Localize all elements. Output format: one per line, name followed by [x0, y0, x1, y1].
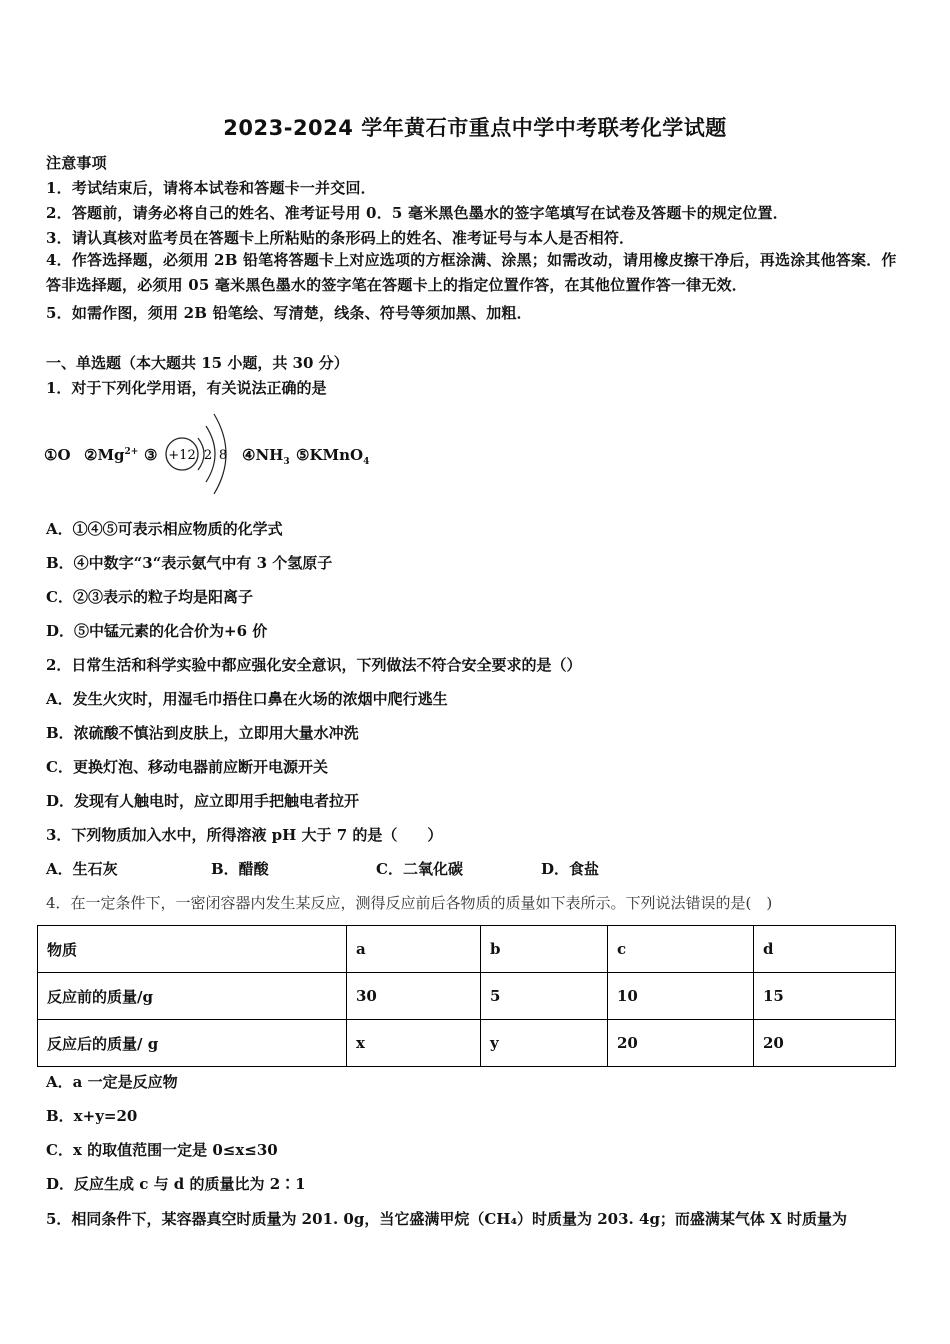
section-heading: 一、单选题（本大题共 15 小题，共 30 分） [46, 354, 349, 372]
chemical-formula-group [44, 410, 464, 500]
question-5-stem: 5．相同条件下，某容器真空时质量为 201. 0g，当它盛满甲烷（CH₄）时质量为 203. 4g；而盛满某气体 X 时质量为 [46, 1210, 848, 1228]
question-1-stem: 1．对于下列化学用语，有关说法正确的是 [46, 379, 327, 397]
formula-magnesium-ion: $②Mg^{2+}$ [84, 446, 139, 464]
q2-option-b: B．浓硫酸不慎沾到皮肤上，立即用大量水冲洗 [46, 724, 359, 742]
q4-option-d: D．反应生成 c 与 d 的质量比为 2∶1 [46, 1175, 306, 1193]
notice-item: 2．答题前，请务必将自己的姓名、准考证号用 0．5 毫米黑色墨水的签字笔填写在试卷及答题卡的规定位置． [46, 204, 788, 222]
table-cell: 15 [754, 973, 896, 1020]
q2-option-c: C．更换灯泡、移动电器前应断开电源开关 [46, 758, 328, 776]
q2-option-d: D．发现有人触电时，应立即用手把触电者拉开 [46, 792, 360, 810]
q3-option-a: A．生石灰 [46, 860, 118, 878]
shell-1-electrons: 2 [203, 448, 213, 463]
q2-option-a: A．发生火灾时，用湿毛巾捂住口鼻在火场的浓烟中爬行逃生 [46, 690, 448, 708]
table-row [38, 1020, 896, 1067]
page-title: 2023-2024 学年黄石市重点中学中考联考化学试题 [223, 116, 727, 140]
q4-option-c: C．x 的取值范围一定是 0≤x≤30 [46, 1141, 278, 1159]
table-cell: 20 [608, 1020, 754, 1067]
q4-option-b: B．x+y=20 [46, 1107, 138, 1125]
table-row [38, 973, 896, 1020]
notice-item: 3．请认真核对监考员在答题卡上所粘贴的条形码上的姓名、准考证号与本人是否相符． [46, 229, 635, 247]
formula-potassium-permanganate: ⑤KMnO$_4$ [296, 446, 370, 467]
q3-option-b: B．醋酸 [211, 860, 269, 878]
table-cell: 5 [481, 973, 608, 1020]
q3-option-c: C．二氧化碳 [376, 860, 463, 878]
table-cell: 反应前的质量/g [38, 973, 347, 1020]
notice-item: 4．作答选择题，必须用 2B 铅笔将答题卡上对应选项的方框涂满、涂黑；如需改动，请用橡皮擦干净后，再选涂其他答案．作答非选择题，必须用 05 毫米黑色墨水的签字笔在答题卡上的指定位置作答，在其他位置作答一律无效． [46, 251, 897, 294]
formula-ammonia: $④NH_3$ [242, 446, 290, 467]
atomic-structure-diagram [160, 410, 240, 500]
notice-item: 1．考试结束后，请将本试卷和答题卡一并交回． [46, 179, 376, 197]
nucleus-charge: +12 [168, 448, 196, 463]
q4-option-a: A．a 一定是反应物 [46, 1073, 178, 1091]
q1-option-c: C．②③表示的粒子均是阳离子 [46, 588, 253, 606]
q3-option-d: D．食盐 [541, 860, 600, 878]
question-4-stem: 4．在一定条件下，一密闭容器内发生某反应，测得反应前后各物质的质量如下表所示。下列说法错误的是( ) [46, 894, 773, 912]
table-cell: x [347, 1020, 481, 1067]
table-cell: d [754, 926, 896, 973]
notice-item: 5．如需作图，须用 2B 铅笔绘、写清楚，线条、符号等须加黑、加粗． [46, 304, 532, 322]
question-3-stem: 3．下列物质加入水中，所得溶液 pH 大于 7 的是（ ） [46, 826, 443, 844]
question-2-stem: 2．日常生活和科学实验中都应强化安全意识，下列做法不符合安全要求的是（） [46, 656, 582, 674]
table-cell: 20 [754, 1020, 896, 1067]
table-cell: c [608, 926, 754, 973]
q1-option-a: A．①④⑤可表示相应物质的化学式 [46, 520, 283, 538]
table-cell: y [481, 1020, 608, 1067]
table-cell: 10 [608, 973, 754, 1020]
formula-atom-label: ③ [144, 446, 158, 464]
formula-oxygen: ①O [44, 446, 71, 464]
q1-option-d: D．⑤中锰元素的化合价为+6 价 [46, 622, 268, 640]
table-cell: 物质 [38, 926, 347, 973]
q3-options [46, 858, 599, 879]
table-cell: b [481, 926, 608, 973]
table-cell: 反应后的质量/ g [38, 1020, 347, 1067]
table-cell: a [347, 926, 481, 973]
table-cell: 30 [347, 973, 481, 1020]
table-header-row [38, 926, 896, 973]
q1-option-b: B．④中数字“3“表示氨气中有 3 个氢原子 [46, 554, 333, 572]
notice-heading: 注意事项 [46, 154, 107, 172]
mass-table [37, 925, 896, 1067]
shell-2-electrons: 8 [218, 448, 228, 463]
